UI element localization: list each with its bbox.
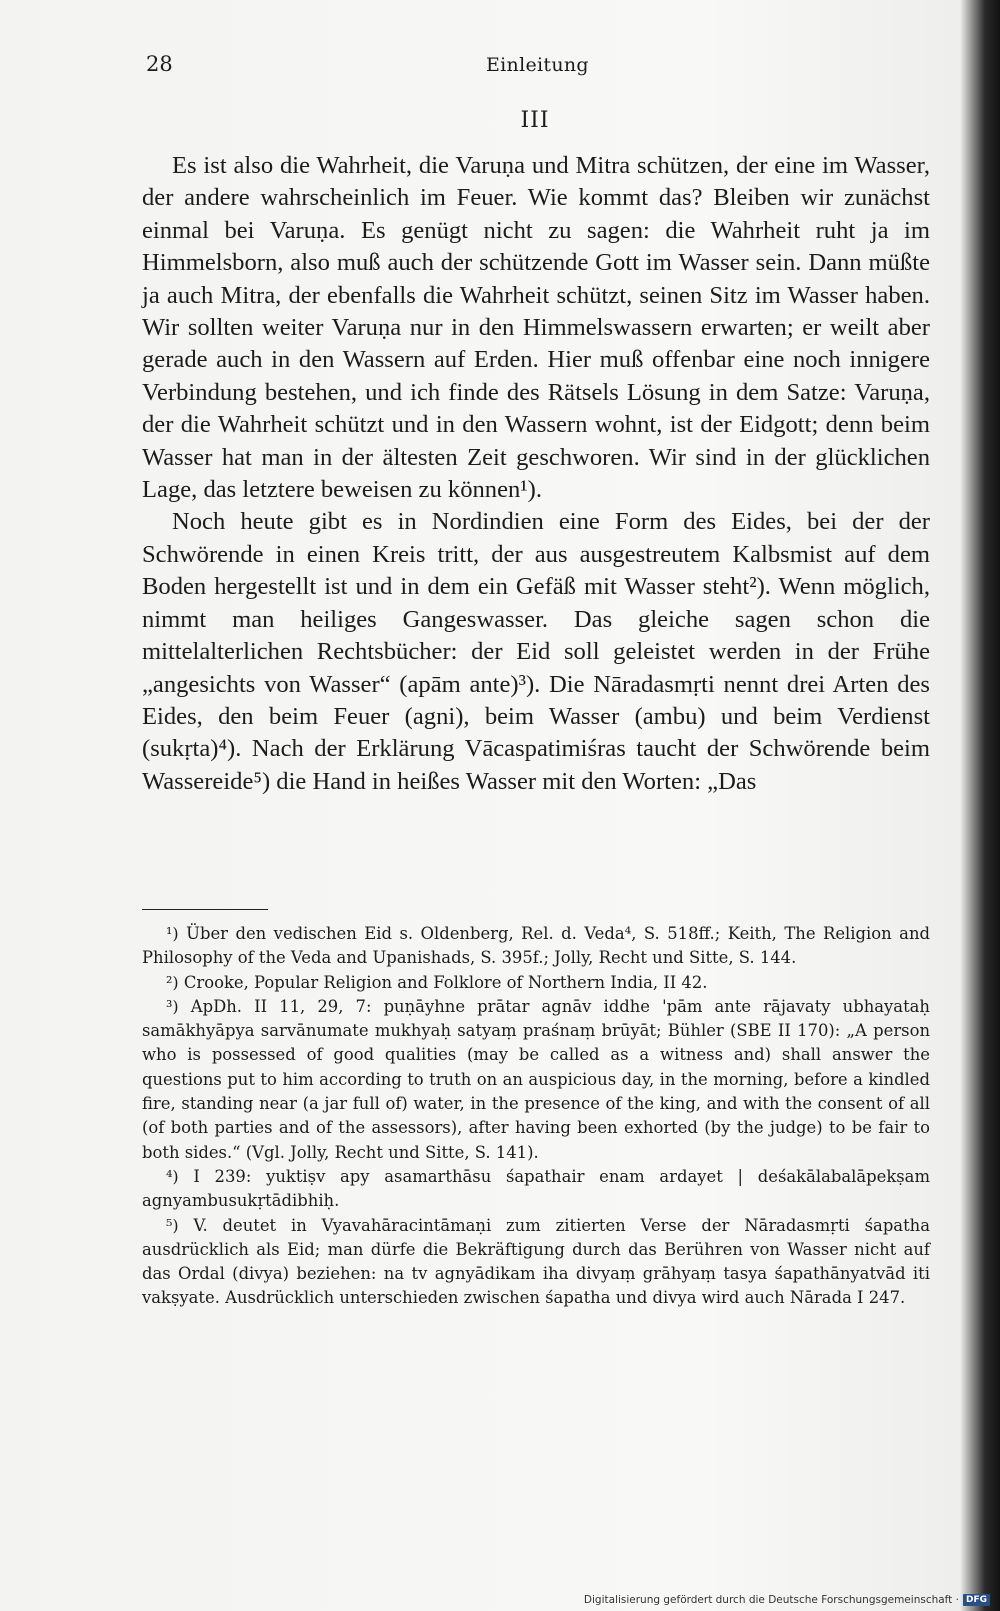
section-title: III [520,108,550,133]
footnote [142,995,930,1165]
footnote-text: ApDh. II 11, 29, 7: puṇāyhne prātar agnāv iddhe 'pām ante rājavaty ubhayataḥ samākhyāpya sarvānumate mukhyaḥ satyaṃ praśnaṃ brūyāt; Bühler (SBE II 170): „A person who is possessed of good qualities (may be called as a witness and) shall answer the questions put to him according to truth on an auspicious day, in the morning, before a kindled fire, standing near (a jar full of) water, in the presence of the king, and with the consent of all (of both parties and of the assessors), after having been exhorted (by the judge) to be fair to both sides.“ (Vgl. Jolly, Recht und Sitte, S. 141). [142,996,930,1162]
footnote-number: ⁵) [166,1215,179,1235]
body-text [142,150,930,798]
footnote-number: ⁴) [166,1166,179,1186]
footnotes [142,922,930,1311]
paragraph: Es ist also die Wahrheit, die Varuṇa und Mitra schützen, der eine im Wasser, der andere wahrscheinlich im Feuer. Wie kommt das? Bleiben wir zunächst einmal bei Varuṇa. Es genügt nicht zu sagen: die Wahrheit ruht ja im Himmelsborn, also muß auch der schützende Gott im Wasser sein. Dann müßte ja auch Mitra, der ebenfalls die Wahrheit schützt, seinen Sitz im Wasser haben. Wir sollten weiter Varuṇa nur in den Himmelswassern erwarten; er weilt aber gerade auch in den Wassern auf Erden. Hier muß offenbar eine noch innigere Verbindung bestehen, und ich finde des Rätsels Lösung in dem Satze: Varuṇa, der die Wahrheit schützt und in den Wassern wohnt, ist der Eidgott; denn beim Wasser hat man in der ältesten Zeit geschworen. Wir sind in der glücklichen Lage, das letztere beweisen zu können¹). [142,152,930,504]
page-header [146,52,930,82]
footnote [142,1214,930,1311]
footnote [142,971,930,995]
footnote-number: ³) [166,996,179,1016]
footnote-rule [142,909,268,910]
footnote-text: Über den vedischen Eid s. Oldenberg, Rel. d. Veda⁴, S. 518ff.; Keith, The Religion and Philosophy of the Veda and Upanishads, S. 395f.; Jolly, Recht und Sitte, S. 144. [142,924,930,968]
page-number: 28 [146,52,173,76]
digitization-footer [584,1589,990,1611]
running-head: Einleitung [486,54,589,76]
footer-text: Digitalisierung gefördert durch die Deutsche Forschungsgemeinschaft · [583,1594,959,1606]
dfg-logo: DFG [963,1594,990,1606]
footnote [142,922,930,971]
footnote-number: ²) [166,972,179,992]
footnote-text: I 239: yuktiṣv apy asamarthāsu śapathair enam ardayet | deśakālabalāpekṣam agnyambusukṛtādibhiḥ. [142,1166,930,1211]
paragraph: Noch heute gibt es in Nordindien eine Form des Eides, bei der der Schwörende in einen Kreis tritt, der aus ausgestreutem Kalbsmist auf dem Boden hergestellt ist und in dem ein Gefäß mit Wasser steht²). Wenn möglich, nimmt man heiliges Gangeswasser. Das gleiche sagen schon die mittelalterlichen Rechtsbücher: der Eid soll geleistet werden in der Frühe „angesichts von Wasser“ (apām ante)³). Die Nāradasmṛti nennt drei Arten des Eides, den beim Feuer (agni), beim Wasser (ambu) und beim Verdienst (sukṛta)⁴). Nach der Erklärung Vācaspatimiśras taucht der Schwörende beim Wassereide⁵) die Hand in heißes Wasser mit den Worten: „Das [142,508,930,795]
footnote [142,1165,930,1214]
footnote-text: V. deutet in Vyavahāracintāmaṇi zum zitierten Verse der Nāradasmṛti śapatha ausdrücklich als Eid; man dürfe die Bekräftigung durch das Berühren von Wasser nicht auf das Ordal (divya) beziehen: na tv agnyādikam iha divyaṃ grāhyaṃ tasya śapathānyatvād iti vakṣyate. Ausdrücklich unterschieden zwischen śapatha und divya wird auch Nārada I 247. [142,1215,930,1308]
footnote-number: ¹) [166,924,179,943]
footnote-text: Crooke, Popular Religion and Folklore of Northern India, II 42. [183,972,708,992]
